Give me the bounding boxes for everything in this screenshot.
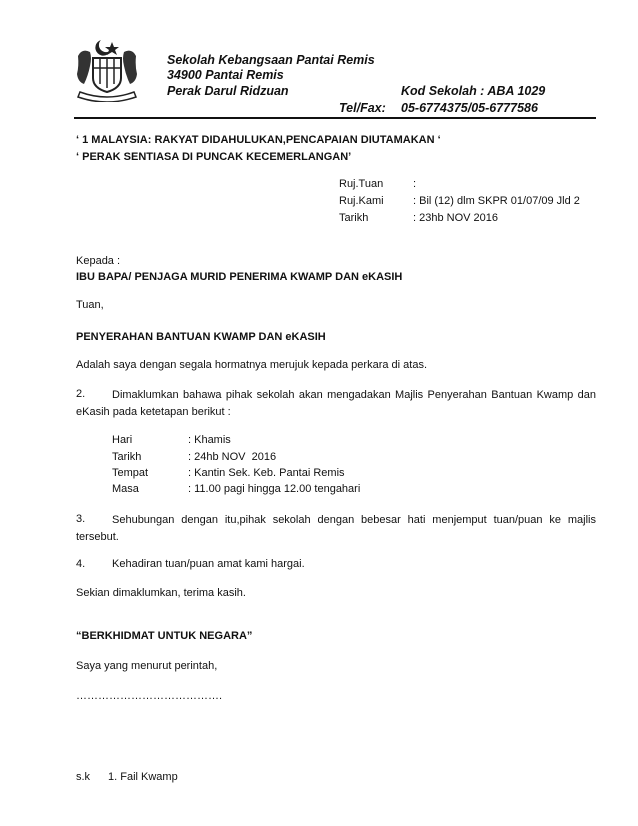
ref-label-tarikh: Tarikh [339,212,369,224]
event-label-masa: Masa [112,483,139,495]
paragraph-4-text: Kehadiran tuan/puan amat kami hargai. [112,558,305,570]
ref-label-ruj-kami: Ruj.Kami [339,195,384,207]
letterhead-divider [74,117,596,119]
recipient-name: IBU BAPA/ PENJAGA MURID PENERIMA KWAMP DAN eKASIH [76,271,403,283]
letter-subject: PENYERAHAN BANTUAN KWAMP DAN eKASIH [76,331,326,343]
cc-label: s.k [76,771,91,783]
tel-fax-number: 05-6774375/05-6777586 [401,101,538,115]
ref-value-tarikh: : 23hb NOV 2016 [413,212,499,224]
school-name: Sekolah Kebangsaan Pantai Remis [167,53,375,67]
event-value-tempat: : Kantin Sek. Keb. Pantai Remis [188,467,345,479]
event-label-tarikh: Tarikh [112,451,142,463]
school-code: Kod Sekolah : ABA 1029 [401,84,546,98]
slogan-1: ‘ 1 MALAYSIA: RAKYAT DIDAHULUKAN,PENCAPAIAN DIUTAMAKAN ‘ [76,134,441,146]
closing-remark: Sekian dimaklumkan, terima kasih. [76,587,246,599]
event-value-hari: : Khamis [188,434,231,446]
paragraph-3-number: 3. [76,513,86,525]
slogan-2: ‘ PERAK SENTIASA DI PUNCAK KECEMERLANGAN’ [76,151,352,163]
ref-value-ruj-tuan: : [413,178,417,190]
school-crest-logo [74,36,140,102]
paragraph-1: Adalah saya dengan segala hormatnya merujuk kepada perkara di atas. [76,359,428,371]
ref-label-ruj-tuan: Ruj.Tuan [339,178,384,190]
school-address-line-2: Perak Darul Ridzuan [167,84,289,98]
ref-value-ruj-kami: : Bil (12) dlm SKPR 01/07/09 Jld 2 [413,195,580,207]
event-value-masa: : 11.00 pagi hingga 12.00 tengahari [188,483,361,495]
paragraph-2-number: 2. [76,388,86,400]
signature-line: …………………………………. [76,690,223,702]
cc-item: 1. Fail Kwamp [108,771,178,783]
recipient-label: Kepada : [76,255,121,267]
event-value-tarikh: : 24hb NOV 2016 [188,451,277,463]
event-label-tempat: Tempat [112,467,149,479]
salutation: Tuan, [76,299,104,311]
school-address-line-1: 34900 Pantai Remis [167,68,284,82]
sign-off: Saya yang menurut perintah, [76,660,218,672]
motto: “BERKHIDMAT UNTUK NEGARA” [76,630,253,642]
tel-fax-label: Tel/Fax: [339,101,386,115]
paragraph-4-number: 4. [76,558,86,570]
event-label-hari: Hari [112,434,133,446]
paragraph-3-text: Sehubungan dengan itu,pihak sekolah dengan bebesar hati menjemput tuan/puan ke majlis tersebut. [76,514,596,543]
paragraph-2-text: Dimaklumkan bahawa pihak sekolah akan mengadakan Majlis Penyerahan Bantuan Kwamp dan eKasih pada ketetapan berikut : [76,389,596,418]
